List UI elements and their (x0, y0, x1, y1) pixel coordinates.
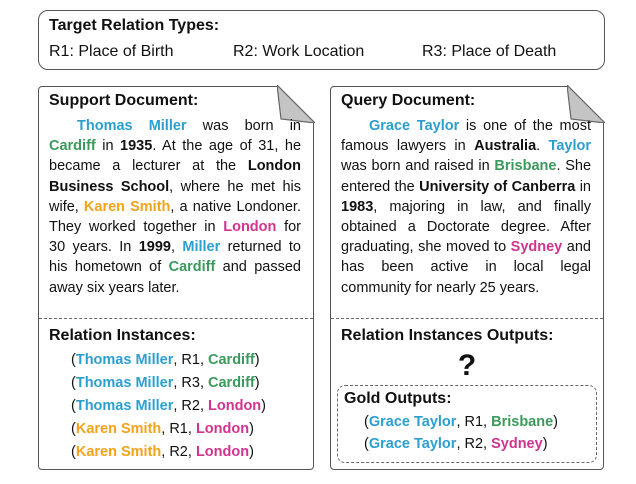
highlighted-entity: 1983 (341, 198, 374, 215)
tuple-tail-entity: Cardiff (208, 375, 255, 391)
highlighted-entity: Karen Smith (83, 198, 171, 215)
highlighted-entity: Australia (474, 138, 537, 155)
highlighted-entity: Grace Taylor (369, 118, 460, 134)
tuple-relation: R2 (169, 444, 188, 460)
relation-outputs-title: Relation Instances Outputs: (341, 327, 554, 344)
gold-outputs-list (364, 411, 558, 455)
tuple-tail-entity: London (195, 444, 250, 460)
relation-tuple (71, 395, 266, 418)
tuple-relation: R3 (181, 375, 200, 391)
tuple-relation: R1 (464, 414, 484, 430)
tuple-tail-entity: Brisbane (491, 414, 554, 430)
query-document-text (341, 116, 591, 298)
relation-tuple (71, 349, 266, 372)
text-run: was born in (186, 118, 301, 134)
separator: , (187, 421, 196, 437)
paren: ) (261, 398, 267, 414)
relation-type-r3: R3: Place of Death (422, 43, 557, 60)
relation-instances-title: Relation Instances: (49, 327, 196, 344)
relation-instances-list (71, 349, 266, 464)
highlighted-entity: Brisbane (494, 158, 557, 175)
gold-outputs-box (337, 385, 597, 463)
separator: , (199, 375, 209, 391)
target-relation-types-title: Target Relation Types: (49, 17, 220, 34)
text-run: in (95, 138, 121, 155)
target-relation-types-box (38, 10, 605, 70)
relation-type-r1: R1: Place of Birth (49, 43, 174, 60)
text-run: , majoring in law, and finally obtained a Doctorate degree. After graduating, she moved to (341, 198, 591, 256)
tuple-relation: R2 (464, 436, 484, 452)
relation-tuple (71, 441, 266, 464)
tuple-head-entity: Grace Taylor (368, 414, 457, 430)
text-run: , (170, 239, 183, 256)
separator: , (456, 436, 465, 452)
text-run: . At the age of 31, he became a lecturer at the (49, 138, 302, 175)
separator: , (199, 352, 209, 368)
paren: ) (254, 352, 260, 368)
highlighted-entity: London (223, 219, 277, 236)
paren: ( (364, 436, 369, 452)
separator: , (161, 444, 170, 460)
relation-type-r2: R2: Work Location (233, 43, 365, 60)
text-run: . (536, 138, 549, 155)
tuple-head-entity: Thomas Miller (75, 375, 174, 391)
text-run: in (575, 178, 591, 195)
text-run: for 30 years. In (49, 219, 301, 256)
query-document-title: Query Document: (341, 92, 476, 109)
separator: , (173, 398, 182, 414)
paren: ( (71, 421, 76, 437)
text-run: is one of the most famous lawyers in (341, 118, 591, 155)
gold-outputs-title: Gold Outputs: (344, 390, 452, 407)
highlighted-entity: Cardiff (49, 138, 96, 155)
query-document-box (330, 86, 604, 470)
query-document-paragraph (341, 116, 591, 298)
text-run: was born and raised in (341, 158, 495, 175)
text-run: returned to his hometown of (49, 239, 302, 276)
tuple-relation: R2 (181, 398, 200, 414)
paren: ) (249, 421, 254, 437)
separator: , (173, 352, 182, 368)
paren: ) (249, 444, 254, 460)
paren: ( (364, 414, 369, 430)
tuple-head-entity: Thomas Miller (75, 398, 174, 414)
highlighted-entity: 1999 (138, 239, 171, 256)
highlighted-entity: Sydney (510, 239, 563, 256)
unknown-output-question-mark: ? (457, 349, 477, 382)
paren: ( (71, 398, 76, 414)
text-run: . She entered the (341, 158, 592, 195)
relation-tuple (71, 418, 266, 441)
support-document-paragraph (49, 116, 301, 298)
section-divider (39, 318, 313, 319)
paren: ) (254, 375, 260, 391)
separator: , (173, 375, 182, 391)
separator: , (187, 444, 196, 460)
highlighted-entity: Miller (182, 239, 221, 256)
separator: , (199, 398, 209, 414)
relation-tuple (364, 433, 558, 455)
text-run: , where he met his wife, (49, 178, 301, 215)
highlighted-entity: London Business School (49, 158, 301, 195)
paren: ) (553, 414, 559, 430)
text-run: and has been active in local legal community for nearly 25 years. (341, 239, 591, 296)
separator: , (456, 414, 465, 430)
support-document-text (49, 116, 301, 298)
support-document-title: Support Document: (49, 92, 199, 109)
tuple-tail-entity: London (208, 398, 262, 414)
text-run: and passed away six years later. (49, 259, 301, 296)
highlighted-entity: Taylor (548, 138, 592, 155)
highlighted-entity: 1935 (120, 138, 153, 155)
relation-tuple (71, 372, 266, 395)
tuple-head-entity: Thomas Miller (75, 352, 174, 368)
separator: , (483, 436, 492, 452)
highlighted-entity: Cardiff (168, 259, 216, 276)
paren: ( (71, 375, 76, 391)
paren: ) (542, 436, 548, 452)
highlighted-entity: University of Canberra (419, 178, 576, 195)
tuple-tail-entity: Sydney (491, 436, 543, 452)
tuple-tail-entity: Cardiff (208, 352, 255, 368)
section-divider (331, 318, 603, 319)
relation-tuple (364, 411, 558, 433)
paren: ( (71, 352, 76, 368)
separator: , (161, 421, 170, 437)
separator: , (483, 414, 492, 430)
support-document-box (38, 86, 314, 470)
tuple-head-entity: Karen Smith (75, 444, 162, 460)
highlighted-entity: Thomas Miller (77, 118, 187, 134)
paren: ( (71, 444, 76, 460)
tuple-tail-entity: London (195, 421, 250, 437)
tuple-head-entity: Grace Taylor (368, 436, 457, 452)
tuple-head-entity: Karen Smith (75, 421, 162, 437)
text-run: , a native Londoner. They worked together in (49, 198, 301, 236)
tuple-relation: R1 (169, 421, 188, 437)
tuple-relation: R1 (181, 352, 200, 368)
